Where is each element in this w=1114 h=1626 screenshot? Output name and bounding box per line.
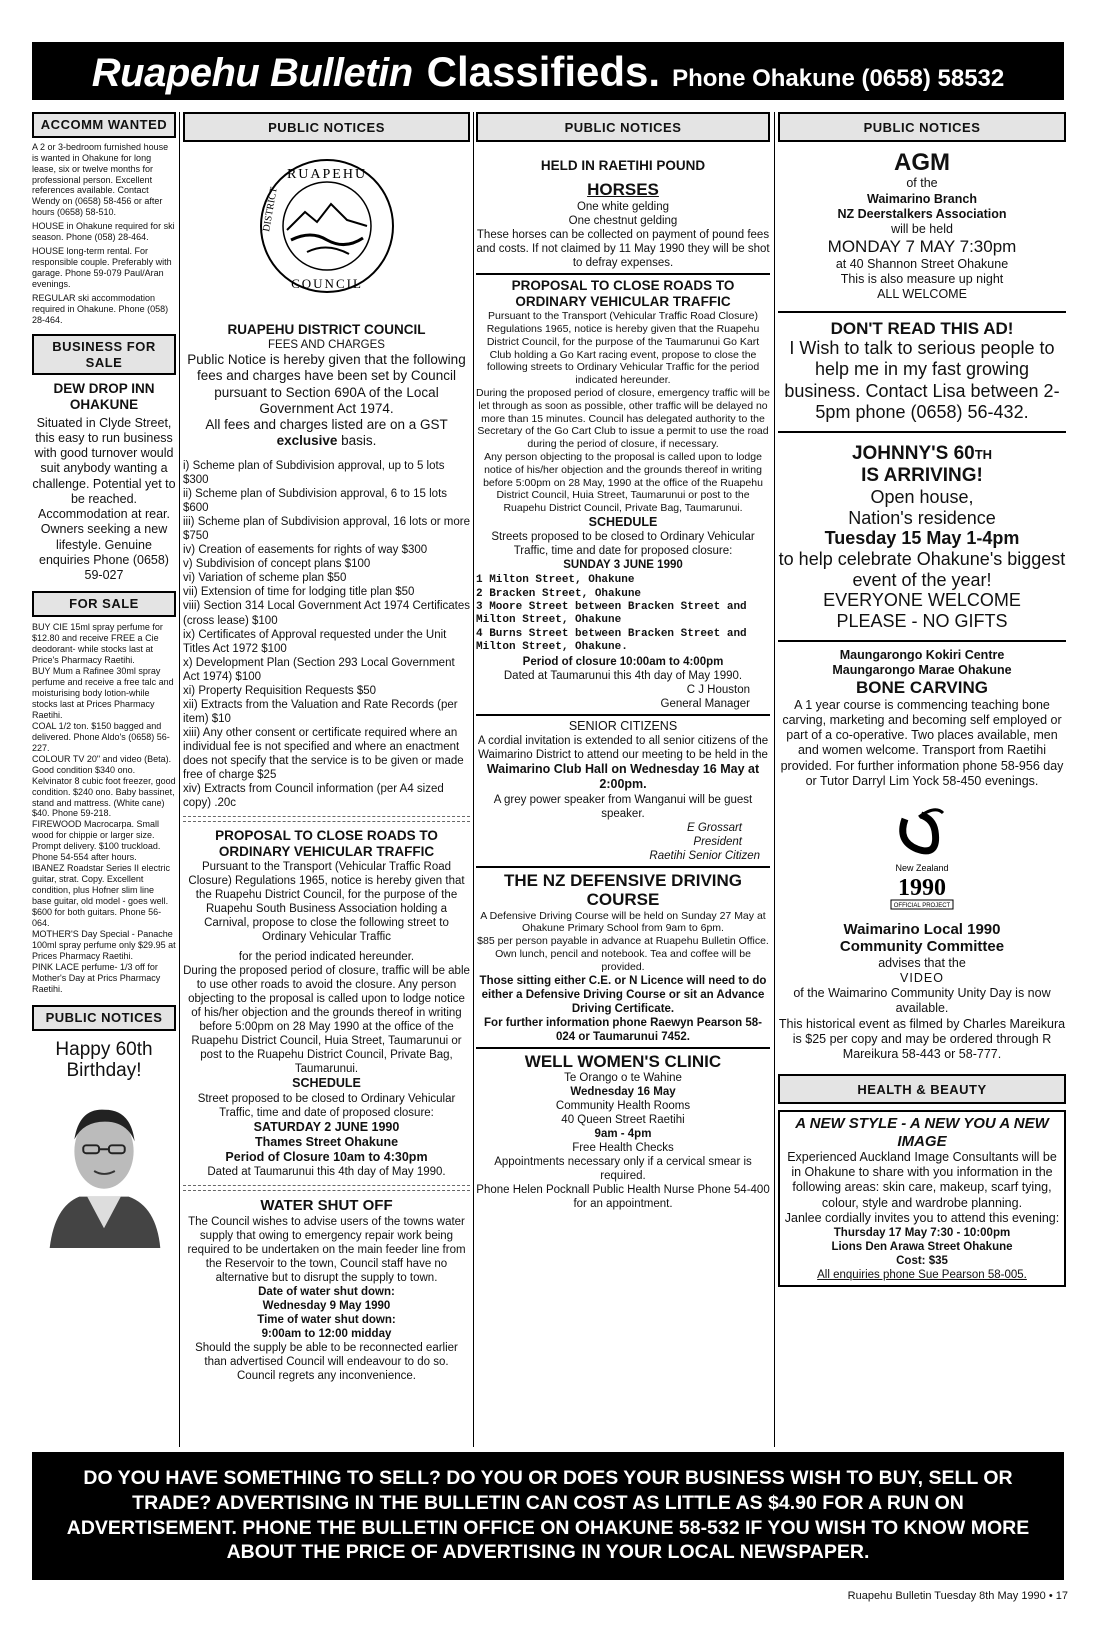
page-footer: Ruapehu Bulletin Tuesday 8th May 1990 • 17 — [847, 1590, 1068, 1602]
birthday-notice: Happy 60th Birthday! — [55, 1038, 153, 1082]
bone-centre: Maungarongo Kokiri Centre — [839, 647, 1005, 662]
logo-word-bottom: COUNCIL — [290, 276, 363, 291]
clinic-appointments: Appointments necessary only if a cervical smear is required. — [494, 1156, 752, 1183]
for-sale-list — [32, 622, 176, 995]
closed-street-item: 3 Moore Street between Bracken Street and Milton Street, Ohakune — [476, 601, 747, 627]
fees-gst-text: All fees and charges listed are on a GST — [205, 416, 448, 432]
for-sale-item: BUY CIE 15ml spray perfume for $12.80 and receive FREE a Cie deodorant- while stocks last at Price's Pharmacy Raetihi. — [32, 622, 163, 665]
section-head-health-beauty: HEALTH & BEAUTY — [778, 1074, 1066, 1104]
driving-licence-note: Those sitting either C.E. or N Licence will need to do either a Defensive Driving Course or sit an Advance Driving Certificate. — [479, 974, 767, 1015]
clinic-time: 9am - 4pm — [594, 1128, 652, 1141]
fees-intro: Public Notice is hereby given that the following fees and charges have been set by Council pursuant to Section 690A of the Local Government Act 1974. — [187, 352, 466, 416]
fee-item: ii) Scheme plan of Subdivision approval, 6 to 15 lots $600 — [183, 488, 448, 515]
for-sale-item: IBANEZ Roadstar Series II electric guitar, strat. Copy. Excellent condition, plus Hofner slim line base guitar, old model - goes well. $600 for both guitars. Phone 56-064. — [32, 863, 171, 929]
section-head-accomm-wanted: ACCOMM WANTED — [32, 112, 176, 138]
new-style-venue: Lions Den Arawa Street Ohakune — [831, 1241, 1013, 1254]
johnny-welcome: EVERYONE WELCOME — [823, 590, 1021, 611]
section-head-public-notices: PUBLIC NOTICES — [778, 112, 1066, 142]
schedule-street: Thames Street Ohakune — [254, 1134, 399, 1149]
nz-logo-country: New Zealand — [895, 863, 949, 874]
nz-logo-year: 1990 — [898, 875, 946, 902]
local-video: VIDEO — [900, 970, 944, 985]
pound-title: HELD IN RAETIHI POUND — [540, 158, 706, 173]
schedule-text: Street proposed to be closed to Ordinary Vehicular Traffic, time and date of proposed closure: — [197, 1092, 456, 1119]
dew-drop-inn-title: DEW DROP INN OHAKUNE — [53, 381, 155, 413]
accomm-list — [32, 142, 176, 327]
new-style-ad — [778, 1110, 1066, 1287]
local-advises: advises that the — [878, 955, 966, 970]
local-video-desc: of the Waimarino Community Unity Day is now available. — [793, 986, 1051, 1016]
fee-item: i) Scheme plan of Subdivision approval, up to 5 lots $300 — [183, 460, 445, 487]
schedule-dated: Dated at Taumarunui this 4th day of May 1990. — [207, 1166, 446, 1179]
agm-association: NZ Deerstalkers Association — [837, 206, 1007, 221]
johnny-no-gifts: PLEASE - NO GIFTS — [836, 610, 1008, 631]
banner-phone: Phone Ohakune (0658) 58532 — [672, 65, 1005, 92]
for-sale-item: FIREWOOD Macrocarpa. Small wood for chippie or larger size. Prompt delivery. $100 truckload. Phone 54-554 after hours. — [32, 819, 161, 863]
accomm-item: A 2 or 3-bedroom furnished house is wanted in Ohakune for long lease, six or twelve months for professional person. Excellent references available. Contact Wendy on (0658) 58-456 or after hours (0658) 58-510. — [32, 141, 169, 218]
banner-title-paper: Ruapehu Bulletin — [91, 51, 413, 95]
dew-drop-inn-body: Situated in Clyde Street, this easy to run business with good turnover would suit anybody wanting a challenge. Potential yet to be reached. Accommodation at rear. Owners seeking a new lifestyle. Genuine enquiries Phone (0658) 59-027 — [32, 415, 176, 583]
divider — [778, 311, 1066, 313]
road-closure-p3: During the proposed period of closure, traffic will be able to use other roads to avoid the closure. Any person objecting to the proposal is called upon to lodge notice of his/her objection and the grounds thereof in writing before 5:00pm on 28 May 1990 at the office of the Ruapehu District Council, Huia Street, Taumarunui or post to the Ruapehu District Council, Private Bag, Taumarunui. — [183, 965, 470, 1076]
new-style-title: A NEW STYLE - A NEW YOU A NEW IMAGE — [795, 1115, 1049, 1150]
agm-line: will be held — [891, 222, 953, 237]
new-style-enquiries: All enquiries phone Sue Pearson 58-005. — [817, 1269, 1027, 1282]
water-p2: Should the supply be able to be reconnected earlier than advertised Council will endeavour to do so. — [195, 1341, 458, 1368]
road-closure-title: PROPOSAL TO CLOSE ROADS TO ORDINARY VEHICULAR TRAFFIC — [215, 827, 438, 859]
bone-carving-body: A 1 year course is commencing teaching bone carving, marketing and becoming self employed or part of a co-operative. Two places available, men and women welcome. Transport from Raetihi provided. For further information phone 58-956 day or Tutor Darryl Lim Yock 58-450 evenings. — [780, 697, 1064, 788]
clinic-free-checks: Free Health Checks — [572, 1142, 674, 1155]
water-date-label: Date of water shut down: — [258, 1285, 395, 1298]
go-kart-p2: During the proposed period of closure, emergency traffic will be let through as soon as possible, other traffic will be delayed no more than 15 minutes. Council has delegated authority to the Secretary of the Go Cart Club to issue a permit to use the road during the period of closure, if necessary. — [476, 386, 770, 451]
agm-line: of the — [906, 176, 938, 191]
schedule-date: SUNDAY 3 JUNE 1990 — [563, 559, 683, 572]
column-1 — [32, 112, 176, 1447]
driving-p3: Own lunch, pencil and notebook. Tea and coffee will be provided. — [495, 948, 751, 973]
fees-list — [183, 459, 470, 809]
dont-read-title: DON'T READ THIS AD! — [830, 318, 1014, 338]
fee-item: xiv) Extracts from Council information (per A4 sized copy) .20c — [183, 782, 444, 809]
section-head-for-sale: FOR SALE — [32, 591, 176, 617]
logo-word-top: RUAPEHU — [286, 167, 367, 182]
fee-item: xi) Property Requisition Requests $50 — [183, 684, 377, 697]
fee-item: iv) Creation of easements for rights of way $300 — [183, 544, 428, 557]
senior-text-2: A grey power speaker from Wanganui will be guest speaker. — [493, 793, 753, 820]
for-sale-item: COAL 1/2 ton. $150 bagged and delivered. Phone Aldo's (0658) 56-227. — [32, 720, 170, 753]
defensive-driving-title: THE NZ DEFENSIVE DRIVING COURSE — [503, 870, 743, 910]
horses-text: These horses can be collected on payment of pound fees and costs. If not claimed by 11 May 1990 they will be shot to defray expenses. — [476, 228, 770, 269]
divider — [476, 866, 770, 868]
water-date: Wednesday 9 May 1990 — [262, 1299, 391, 1312]
divider — [476, 714, 770, 716]
classifieds-banner — [32, 42, 1064, 100]
nz-1990-logo — [877, 801, 967, 911]
section-head-public-notices: PUBLIC NOTICES — [32, 1005, 176, 1031]
divider — [183, 1185, 470, 1191]
section-head-public-notices: PUBLIC NOTICES — [183, 112, 470, 142]
go-kart-p3: Any person objecting to the proposal is called upon to lodge notice of his/her objection and the grounds thereof in writing before 5:00pm on 28 May, 1990 at the office of the Ruapehu District Council, Huia Street, Taumarunui or post to the Ruapehu District Council, Private Bag, Taumarunui. — [483, 450, 763, 515]
water-shut-off-title: WATER SHUT OFF — [260, 1197, 393, 1215]
fees-gst-end: basis. — [341, 433, 377, 449]
johnny-line-2: Nation's residence — [848, 507, 996, 528]
water-time: 9:00am to 12:00 midday — [261, 1327, 392, 1340]
bone-carving-title: BONE CARVING — [856, 678, 988, 698]
horses-title: HORSES — [587, 180, 659, 200]
fees-gst-bold: exclusive — [276, 433, 338, 449]
fee-item: ix) Certificates of Approval requested under the Unit Titles Act 1972 $100 — [183, 628, 447, 655]
johnny-title-1: JOHNNY'S 60th — [851, 443, 993, 465]
water-p3: Council regrets any inconvenience. — [237, 1369, 416, 1382]
accomm-item: REGULAR ski accommodation required in Ohakune. Phone (058) 28-464. — [32, 293, 169, 326]
clinic-location-2: 40 Queen Street Raetihi — [561, 1114, 685, 1127]
senior-sign-org: Raetihi Senior Citizen — [649, 849, 760, 862]
community-committee-title: Community Committee — [839, 938, 1005, 956]
senior-text: A cordial invitation is extended to all senior citizens of the Waimarino District to attend our meeting to be held in the — [477, 734, 769, 761]
clinic-subtitle: Te Orango o te Wahine — [564, 1072, 682, 1085]
bone-marae: Maungarongo Marae Ohakune — [832, 662, 1012, 677]
new-style-p1: Experienced Auckland Image Consultants will be in Ohakune to share with you information in the following areas: skin care, makeup, scarf tying, colour, style and wardrobe planning. — [787, 1149, 1057, 1210]
horse-1: One white gelding — [576, 200, 670, 213]
local-1990-title: Waimarino Local 1990 — [843, 921, 1001, 939]
column-3 — [476, 112, 770, 1447]
go-kart-p1: Pursuant to the Transport (Vehicular Traffic Road Closure) Regulations 1965, notice is hereby given that the Ruapehu District Council, for the purpose of the Taumarunui Go Kart Club holding a Go Kart racing event, propose to close the following streets to Ordinary Vehicular Traffic for the period indicated hereunder. — [486, 310, 760, 387]
schedule-heading: SCHEDULE — [588, 514, 658, 529]
ruapehu-district-council-logo — [257, 156, 397, 296]
closed-street-list — [476, 574, 770, 654]
advertising-footer: DO YOU HAVE SOMETHING TO SELL? DO YOU OR DOES YOUR BUSINESS WISH TO BUY, SELL OR TRADE? ADVERTISING IN THE BULLETIN CAN COST AS LITTLE AS $4.90 FOR A RUN ON ADVERTISEMENT. PHONE THE BULLETIN OFFICE ON OHAKUNE 58-532 IF YOU WISH TO KNOW MORE ABOUT THE PRICE OF ADVERTISING IN YOUR LOCAL NEWSPAPER. — [32, 1452, 1064, 1580]
senior-venue: Waimarino Club Hall on Wednesday 16 May at 2:00pm. — [486, 762, 760, 792]
fee-item: vi) Variation of scheme plan $50 — [183, 572, 347, 585]
accomm-item: HOUSE in Ohakune required for ski season. Phone (058) 28-464. — [32, 221, 175, 243]
section-head-business-for-sale: BUSINESS FOR SALE — [32, 334, 176, 375]
driving-p1: A Defensive Driving Course will be held on Sunday 27 May at Ohakune Primary School from 9am to 6pm. — [480, 909, 766, 935]
fee-item: xiii) Any other consent or certificate required where an individual fee is not specified and where an enactment does not specify that the service is to be given or made free of charge $25 — [183, 726, 464, 781]
column-4 — [778, 112, 1066, 1447]
for-sale-item: COLOUR TV 20" and video (Beta). Good condition $340 ono. Kelvinator 8 cubic foot freezer, good condition. $240 ono. Baby bassinet, stand and mattress. (White cane) $40. Phone 59-218. — [32, 753, 176, 819]
new-style-date: Thursday 17 May 7:30 - 10:00pm — [833, 1227, 1011, 1240]
johnny-date: Tuesday 15 May 1-4pm — [824, 528, 1020, 549]
water-p1: The Council wishes to advise users of the towns water supply that owing to emergency repair work being required to be undertaken on the main feeder line from the Reservoir to the town, Council staff have no alternative but to disrupt the supply to town. — [187, 1215, 466, 1284]
johnny-line-3: to help celebrate Ohakune's biggest event of the year! — [778, 548, 1066, 590]
johnny-title-2: IS ARRIVING! — [861, 465, 983, 487]
banner-title-classifieds: Classifieds. — [426, 48, 661, 95]
well-womens-clinic-title: WELL WOMEN'S CLINIC — [524, 1051, 722, 1071]
road-closure-p1: Pursuant to the Transport (Vehicular Traffic Road Closure) Regulations 1965, notice is hereby given that the Ruapehu District Council, for the purpose of the Ruapehu South Business Association holding a Carnival, propose to close the following street to Ordinary Vehicular Traffic — [188, 861, 465, 944]
agm-branch: Waimarino Branch — [867, 191, 977, 206]
fees-gst — [183, 417, 470, 449]
fees-title: FEES AND CHARGES — [268, 339, 385, 352]
fee-item: v) Subdivision of concept plans $100 — [183, 558, 371, 571]
senior-citizens-title: SENIOR CITIZENS — [568, 718, 678, 733]
johnny-line-1: Open house, — [870, 486, 974, 507]
logo-word-left: DISTRICT — [260, 186, 280, 233]
clinic-phone: Phone Helen Pocknall Public Health Nurse Phone 54-400 for an appointment. — [476, 1184, 770, 1211]
for-sale-item: BUY Mum a Rafinee 30ml spray perfume and receive a free talc and moisturising body lotion-while stocks last at Prices Pharmacy Raetihi. — [32, 665, 174, 720]
signature-name: C J Houston — [686, 683, 750, 696]
for-sale-item: MOTHER'S Day Special - Panache 100ml spray perfume only $29.95 at Prices Pharmacy Raetihi. — [32, 929, 176, 962]
signature-title: General Manager — [660, 697, 750, 710]
driving-p2: $85 per person payable in advance at Ruapehu Bulletin Office. — [477, 935, 769, 948]
schedule-period: Period of closure 10:00am to 4:00pm — [522, 655, 724, 668]
column-2 — [183, 112, 470, 1447]
agm-date: MONDAY 7 MAY 7:30pm — [827, 237, 1017, 257]
divider — [476, 1047, 770, 1049]
go-kart-road-title: PROPOSAL TO CLOSE ROADS TO ORDINARY VEHICULAR TRAFFIC — [511, 277, 735, 309]
schedule-dated: Dated at Taumarunui this 4th day of May 1990. — [503, 669, 743, 682]
fee-item: iii) Scheme plan of Subdivision approval, 16 lots or more $750 — [183, 516, 470, 543]
closed-street-item: 4 Burns Street between Bracken Street and Milton Street, Ohakune. — [476, 627, 747, 654]
road-closure-p2: for the period indicated hereunder. — [238, 951, 415, 964]
fee-item: xii) Extracts from the Valuation and Rate Records (per item) $10 — [183, 698, 458, 725]
clinic-location-1: Community Health Rooms — [555, 1100, 691, 1113]
agm-note: This is also measure up night — [840, 272, 1004, 287]
dont-read-body: I Wish to talk to serious people to help me in my fast growing business. Contact Lisa between 2-5pm phone (0658) 56-432. — [784, 338, 1060, 422]
local-order-info: This historical event as filmed by Charles Mareikura is $25 per copy and may be ordered through R Mareikura 58-443 or 58-777. — [778, 1016, 1066, 1062]
schedule-heading: SCHEDULE — [292, 1076, 361, 1091]
schedule-date: SATURDAY 2 JUNE 1990 — [253, 1119, 400, 1134]
agm-title: AGM — [894, 149, 950, 176]
accomm-item: HOUSE long-term rental. For responsible couple. Preferably with garage. Phone 59-079 Paul/Aran evenings. — [32, 246, 172, 290]
new-style-cost: Cost: $35 — [896, 1255, 948, 1268]
senior-sign-role: President — [693, 835, 742, 848]
council-title: RUAPEHU DISTRICT COUNCIL — [227, 322, 426, 337]
senior-sign-name: E Grossart — [687, 821, 742, 834]
driving-contact: For further information phone Raewyn Pearson 58-024 or Taumarunui 7452. — [484, 1016, 762, 1043]
water-time-label: Time of water shut down: — [257, 1313, 396, 1326]
fee-item: x) Development Plan (Section 293 Local Government Act 1974) $100 — [183, 656, 455, 683]
fee-item: viii) Section 314 Local Government Act 1974 Certificates (cross lease) $100 — [183, 600, 470, 627]
agm-welcome: ALL WELCOME — [877, 287, 967, 302]
divider — [183, 816, 470, 822]
fee-item: vii) Extension of time for lodging title plan $50 — [183, 586, 415, 599]
new-style-p2: Janlee cordially invites you to attend this evening: — [784, 1210, 1060, 1225]
for-sale-item: PINK LACE perfume- 1/3 off for Mother's Day at Prics Pharmacy Raetihi. — [32, 962, 161, 994]
section-head-public-notices: PUBLIC NOTICES — [476, 112, 770, 142]
agm-venue: at 40 Shannon Street Ohakune — [835, 256, 1009, 271]
horse-2: One chestnut gelding — [568, 214, 678, 227]
divider — [778, 640, 1066, 642]
schedule-period: Period of Closure 10am to 4:30pm — [225, 1150, 428, 1165]
closed-street-item: 1 Milton Street, Ohakune — [476, 574, 635, 587]
schedule-text: Streets proposed to be closed to Ordinary Vehicular Traffic, time and date for proposed closure: — [491, 531, 755, 558]
divider — [476, 273, 770, 275]
clinic-date: Wednesday 16 May — [570, 1086, 676, 1099]
nz-logo-tag: OFFICIAL PROJECT — [893, 903, 951, 910]
divider — [778, 431, 1066, 433]
birthday-portrait-image — [39, 1090, 169, 1248]
closed-street-item: 2 Bracken Street, Ohakune — [476, 587, 642, 600]
